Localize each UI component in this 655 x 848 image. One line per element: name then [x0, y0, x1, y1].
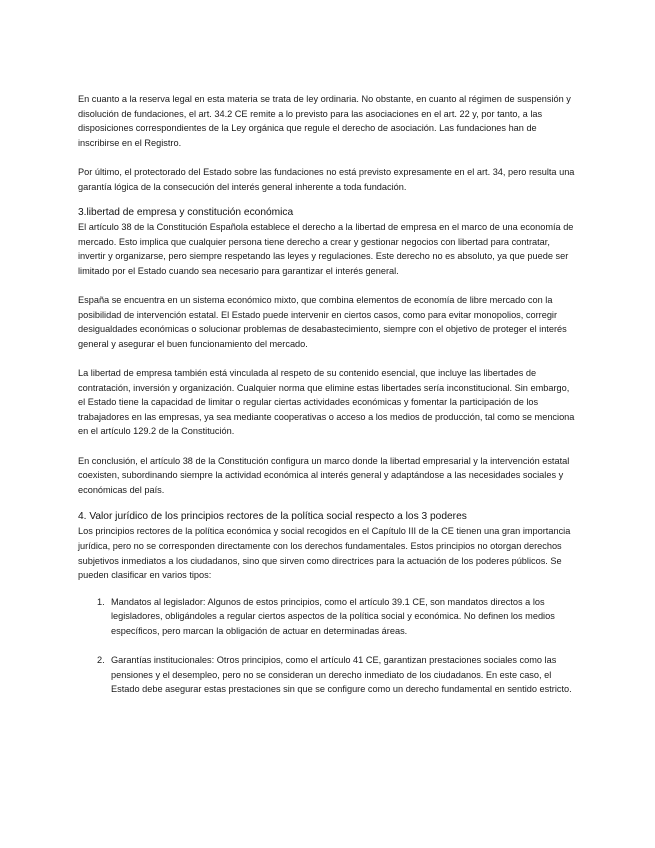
- section-3-paragraph-sistema-mixto: España se encuentra en un sistema económico mixto, que combina elementos de economía de libre mercado con la posibilidad de intervención estatal. El Estado puede intervenir en ciertos casos, como para evitar monopolios, corregir desigualdades económicas o solucionar problemas de desabastecimiento, siempre con el objetivo de proteger el interés general y asegurar el buen funcionamiento del mercado.: [78, 295, 567, 349]
- intro-paragraph-reserva-legal: En cuanto a la reserva legal en esta materia se trata de ley ordinaria. No obstante, en cuanto al régimen de suspensión y disolución de fundaciones, el art. 34.2 CE remite a lo previsto para las asociaciones en el art. 22 y, por tanto, a las disposiciones correspondientes de la Ley orgánica que regule el derecho de asociación. Las fundaciones han de inscribirse en el Registro.: [78, 94, 571, 148]
- intro-paragraph-protectorado: Por último, el protectorado del Estado sobre las fundaciones no está previsto expresamente en el art. 34, pero resulta una garantía lógica de la consecución del interés general inherente a toda fundación.: [78, 166, 575, 192]
- list-item: [78, 653, 578, 697]
- section-3-paragraph-articulo-38: El artículo 38 de la Constitución Española establece el derecho a la libertad de empresa en el marco de una economía de mercado. Esto implica que cualquier persona tiene derecho a crear y gestionar negocios con libertad para contratar, invertir y organizarse, pero siempre respetando las leyes y regulaciones. Este derecho no es absoluto, ya que puede ser limitado por el Estado cuando sea necesario para garantizar el interés general.: [78, 222, 574, 276]
- section-3-paragraph-conclusion: En conclusión, el artículo 38 de la Constitución configura un marco donde la libertad empresarial y la intervención estatal coexisten, subordinando siempre la actividad económica al interés general y adaptándose a las necesidades sociales y económicas del país.: [78, 455, 570, 495]
- list-item: [78, 595, 578, 639]
- list-item-number: 2.: [97, 655, 105, 666]
- list-item-text: Mandatos al legislador: Algunos de estos principios, como el artículo 39.1 CE, son mandatos directos a los legisladores, obligándoles a regular ciertos aspectos de la política social y económica. No definen los medios específicos, pero marcan la obligación de actuar en determinadas áreas.: [111, 596, 555, 636]
- section-4-heading: 4. Valor jurídico de los principios rectores de la política social respecto a los 3 poderes: [78, 511, 467, 523]
- document-page: [78, 92, 578, 697]
- section-3-paragraph-contenido-esencial: La libertad de empresa también está vinculada al respeto de su contenido esencial, que incluye las libertades de contratación, inversión y organización. Cualquier norma que elimine estas libertades sería inconstitucional. Sin embargo, el Estado tiene la capacidad de limitar o regular ciertas actividades económicas y fomentar la participación de los trabajadores en las empresas, ya sea mediante cooperativas o acceso a los medios de producción, tal como se menciona en el artículo 129.2 de la Constitución.: [78, 368, 575, 437]
- section-3-heading: 3.libertad de empresa y constitución económica: [78, 207, 294, 219]
- list-item-number: 1.: [97, 596, 105, 607]
- principles-list: [78, 595, 578, 697]
- list-item-text: Garantías institucionales: Otros principios, como el artículo 41 CE, garantizan prestaciones sociales como las pensiones y el desempleo, pero no se consideran un derecho inmediato de los ciudadanos. En este caso, el Estado debe asegurar estas prestaciones sin que se configure como un derecho fundamental en sentido estricto.: [111, 655, 572, 695]
- section-4-intro-paragraph: Los principios rectores de la política económica y social recogidos en el Capítulo III de la CE tienen una gran importancia jurídica, pero no se corresponden directamente con los derechos fundamentales. Estos principios no otorgan derechos subjetivos inmediatos a los ciudadanos, sino que sirven como directrices para la actuación de los poderes públicos. Se pueden clasificar en varios tipos:: [78, 526, 571, 581]
